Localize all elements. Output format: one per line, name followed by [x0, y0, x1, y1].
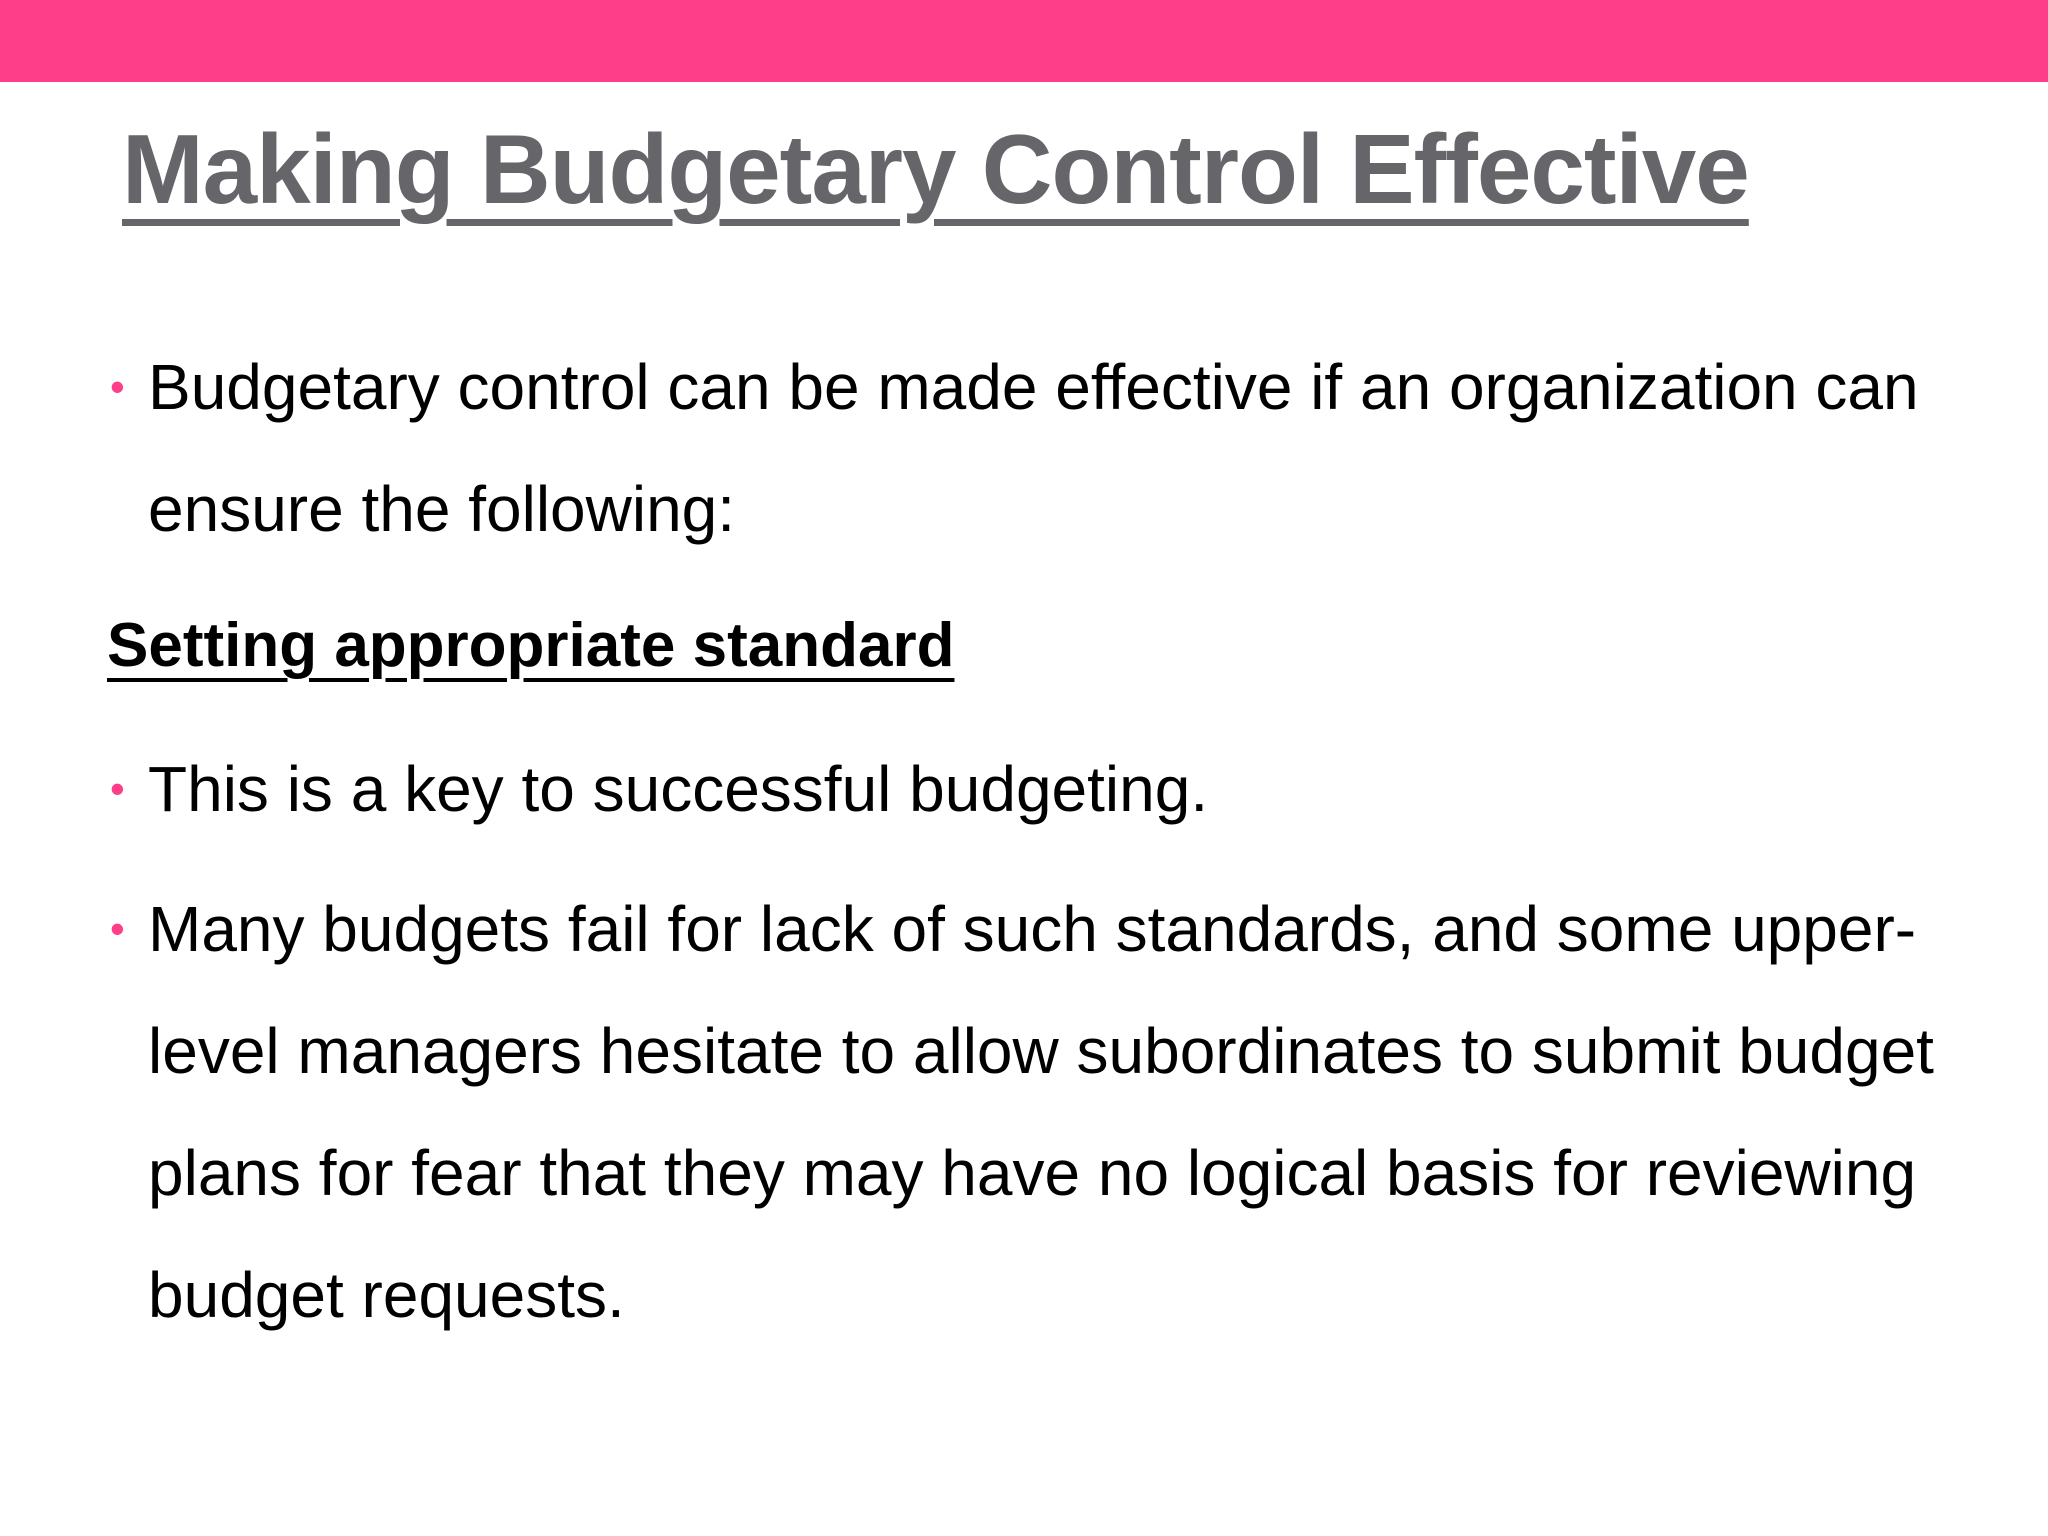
slide-title: Making Budgetary Control Effective	[122, 114, 1749, 224]
bullet-key-to-success-text: This is a key to successful budgeting.	[148, 753, 1209, 825]
bullet-dot-icon: •	[110, 905, 125, 952]
bullet-budgets-fail-text: Many budgets fail for lack of such standards, and some upper-level managers hesitate to allow subordinates to submit budget plans for fear that they may have no logical basis for reviewing budget requests.	[148, 893, 1934, 1331]
bullet-key-to-success	[110, 728, 1950, 850]
top-accent-band	[0, 0, 2048, 82]
bullet-intro-text: Budgetary control can be made effective if an organization can ensure the following:	[148, 351, 1919, 545]
bullet-budgets-fail	[110, 868, 1950, 1356]
bullet-intro	[110, 326, 1950, 570]
bullet-dot-icon: •	[110, 363, 125, 410]
bullet-dot-icon: •	[110, 765, 125, 812]
section-heading: Setting appropriate standard	[107, 611, 955, 680]
